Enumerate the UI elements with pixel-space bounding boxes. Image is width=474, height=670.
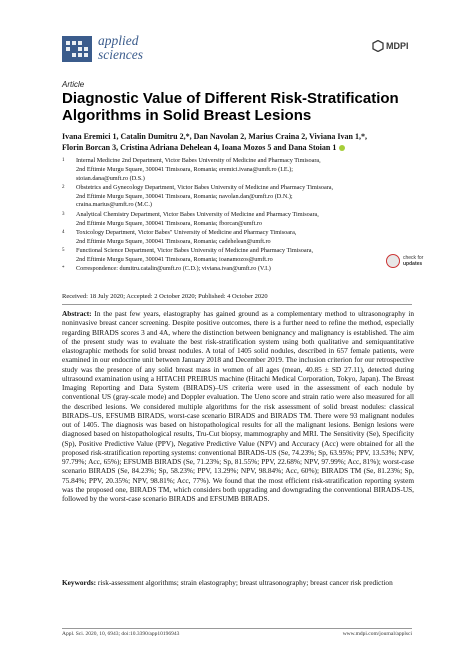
check-for-updates-badge[interactable] bbox=[386, 254, 423, 268]
orcid-icon bbox=[339, 145, 345, 151]
affiliation-mark: 4 bbox=[62, 229, 65, 235]
publisher-name: MDPI bbox=[386, 41, 409, 51]
affiliation-text: Functional Science Department, Victor Babes University of Medicine and Pharmacy Timisoara, 2nd Eftimie Murgu Square, 300041 Timisoara, Romania; ioanamozos@umft.ro bbox=[76, 246, 313, 263]
journal-name-line1: applied bbox=[98, 33, 139, 48]
mdpi-hexagon-icon bbox=[372, 40, 384, 52]
affiliation bbox=[62, 247, 392, 265]
affiliation-mark: 3 bbox=[62, 211, 65, 217]
divider bbox=[62, 304, 412, 305]
author-line-2 bbox=[62, 142, 422, 153]
author-line-2-text: Florin Borcan 3, Cristina Adriana Dehelean 4, Ioana Mozos 5 and Dana Stoian 1 bbox=[62, 143, 337, 152]
author-line-1: Ivana Eremici 1, Catalin Dumitru 2,*, Dan Navolan 2, Marius Craina 2, Viviana Ivan 1,*, bbox=[62, 132, 367, 141]
publication-dates: Received: 18 July 2020; Accepted: 2 October 2020; Published: 4 October 2020 bbox=[62, 293, 268, 300]
abstract-label: Abstract: bbox=[62, 309, 92, 318]
abstract bbox=[62, 309, 414, 503]
affiliation-mark: 5 bbox=[62, 247, 65, 253]
journal-name bbox=[98, 34, 143, 62]
check-updates-label bbox=[403, 255, 423, 267]
correspondence bbox=[62, 265, 392, 274]
journal-logo bbox=[62, 36, 92, 62]
journal-url[interactable]: www.mdpi.com/journal/applsci bbox=[342, 631, 412, 637]
affiliation bbox=[62, 157, 392, 183]
keywords bbox=[62, 578, 414, 587]
check-updates-line1: check for bbox=[403, 255, 424, 261]
correspondence-text: Correspondence: dumitru.catalin@umft.ro (C.D.); viviana.ivan@umft.ro (V.I.) bbox=[76, 265, 271, 273]
check-updates-line2: updates bbox=[403, 261, 423, 267]
author-list bbox=[62, 131, 422, 153]
article-type: Article bbox=[62, 80, 85, 89]
affiliation-text: Analytical Chemistry Department, Victor Babes University of Medicine and Pharmacy Timisoara, 2nd Eftimie Murgu Square, 300041 Timisoara, Romania; fborcan@umft.ro bbox=[76, 210, 319, 227]
divider bbox=[62, 628, 412, 629]
keywords-text: risk-assessment algorithms; strain elastography; breast ultrasonography; breast cancer risk prediction bbox=[97, 578, 393, 587]
affiliation bbox=[62, 211, 392, 229]
affiliation-mark: 1 bbox=[62, 158, 65, 163]
paper-title: Diagnostic Value of Different Risk-Stratification Algorithms in Solid Breast Lesions bbox=[62, 90, 399, 124]
journal-name-line2: sciences bbox=[98, 47, 143, 62]
affiliation-mark: 2 bbox=[62, 184, 65, 190]
affiliation-text: Toxicology Department, Victor Babes" University of Medicine and Pharmacy Timisoara, 2nd Eftimie Murgu Square, 300041 Timisoara, Romania; cadehelean@umft.ro bbox=[76, 228, 297, 245]
affiliations bbox=[62, 157, 392, 274]
abstract-text: In the past few years, elastography has gained ground as a complementary method to ultrasonography in noninvasive breast cancer screening. Despite positive outcomes, there is a further need to refine the method, especially regarding BIRADS scores 3 and 4A, where the distinction between benignancy and malignancy is established. The aim of the present study was to evaluate the best risk-stratification system using both qualitative and semiquantitative elastographic methods for solid breast nodules. A total of 1405 solid nodules, described in 657 female patients, were examined in our endocrine unit between January 2018 and December 2019. The inclusion criterion for our retrospective study was the presence of any solid breast mass in women of all ages (mean, 40.85 ± SD 27.11), detected during ultrasound examination using a HITACHI PREIRUS machine (Hitachi Medical Corporation, Tokyo, Japan). The Breast Imaging Reporting and Data System (BIRADS)–US criteria were used in the assessment of each nodule by conventional US (gray-scale mode) and Doppler evaluation. The Ueno score and strain ratio were also measured for all the described lesions. We considered multiple algorithms for the risk assessment of solid breast nodules: classical BIRADS–US, EFSUMB BIRADS, worst-case scenario BIRADS and BIRADS TM. There were 93 malignant nodules out of 1405. The diagnosis was based on histopathological results for all the malignant lesions. Benign lesions were diagnosed based on histopathological results, Tru-Cut biopsy, mammography and MRI. The Sensitivity (Se), Specificity (Sp), Positive Predictive Value (PPV), Negative Predictive Value (NPV) and Accuracy (Acc) were obtained for all the proposed risk-stratification reporting systems: conventional BIRADS-US (Se, 74.23%; Sp, 63.95%; PPV, 13.53%; NPV, 97.79%; Acc, 65%); EFSUMB BIRADS (Se, 71.23%; Sp, 81.55%; PPV, 22.68%; NPV, 97.99%; Acc, 81%); worst-case scenario BIRADS (Se, 84.23%; Sp, 58.23%; PPV, 13.29%; NPV, 98.84%; Acc, 60%); BIRADS TM (Se, 81.23%; Sp, 75.84%; PPV, 20.35%; NPV, 98.81%; Acc, 77%). We found that the most efficient risk-stratification reporting system was the proposed one, BIRADS TM, which considers both upgrading and downgrading the conventional BIRADS-US, followed by the worst-case scenario BIRADS and EFSUMB BIRADS. bbox=[62, 309, 414, 503]
affiliation-text: Internal Medicine 2nd Department, Victor Babes University of Medicine and Pharmacy Timisoara, 2nd Eftimie Murgu Square, 300041 Timisoara, Romania; eremici.ivana@umft.ro (I.E.); stoian.dana@umft.ro (D.S.) bbox=[76, 157, 321, 182]
citation-footer: Appl. Sci. 2020, 10, 6943; doi:10.3390/app10196943 bbox=[62, 631, 180, 637]
keywords-label: Keywords: bbox=[62, 578, 97, 587]
affiliation-text: Obstetrics and Gynecology Department, Victor Babes University of Medicine and Pharmacy Timisoara, 2nd Eftimie Murgu Square, 300041 Timisoara, Romania; navolan.dan@umft.ro (D.N.); craina.marius@umft.ro (M.C.) bbox=[76, 183, 334, 209]
affiliation bbox=[62, 229, 392, 247]
check-updates-icon bbox=[386, 254, 400, 268]
affiliation bbox=[62, 184, 392, 210]
publisher-logo bbox=[372, 40, 409, 52]
affiliation-mark: * bbox=[62, 266, 65, 272]
